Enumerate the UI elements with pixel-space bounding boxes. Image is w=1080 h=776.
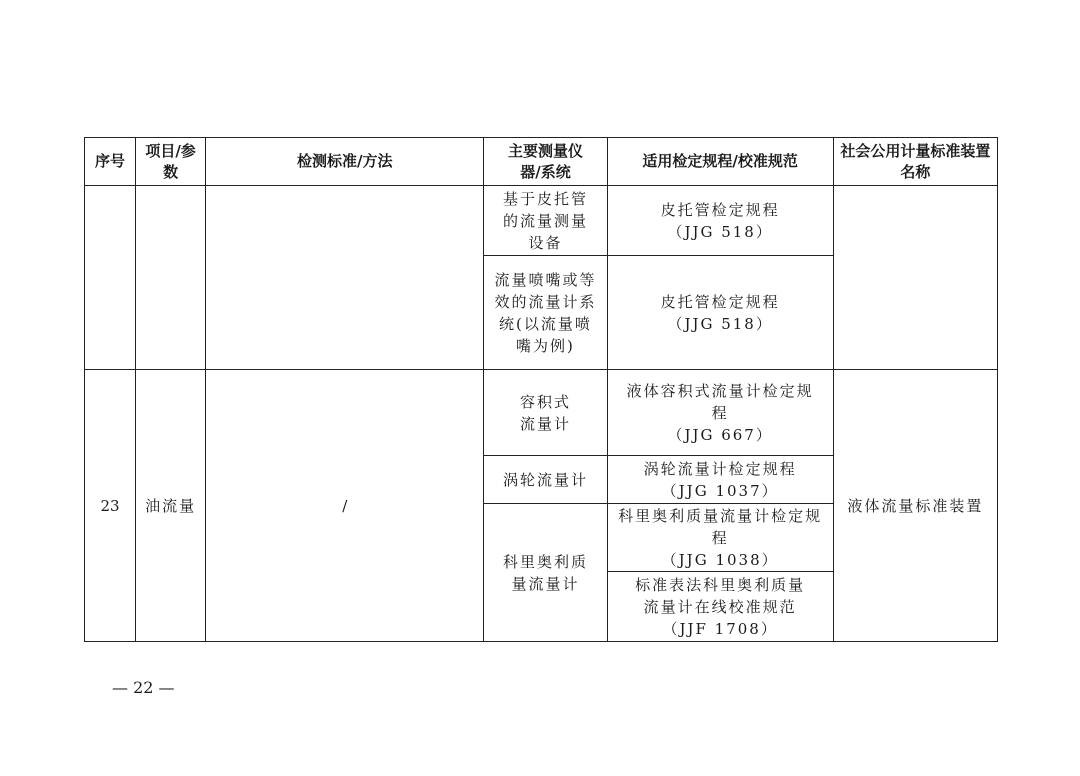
page-number: — 22 — — [112, 678, 175, 697]
regulation-name: 皮托管检定规程 — [660, 292, 780, 311]
regulation-name: 标准表法科里奥利质量流量计在线校准规范 — [635, 575, 806, 616]
regulation-name: 涡轮流量计检定规程 — [643, 459, 797, 478]
cell-item: 油流量 — [136, 370, 206, 642]
cell-empty-item — [136, 186, 206, 370]
regulation-code: （JJF 1708） — [662, 619, 778, 638]
cell-empty-standard — [206, 186, 484, 370]
regulation-code: （JJG 518） — [667, 222, 773, 241]
table-row — [85, 370, 998, 456]
regulation-code: （JJG 518） — [667, 314, 773, 333]
cell-instrument: 容积式流量计 — [484, 370, 607, 456]
cell-empty-device — [833, 186, 997, 370]
cell-instrument: 流量喷嘴或等效的流量计系统(以流量喷嘴为例) — [484, 256, 607, 370]
cell-instrument: 科里奥利质量流量计 — [484, 504, 607, 642]
table-row — [85, 186, 998, 256]
cell-regulation — [607, 456, 833, 504]
header-standard: 检测标准/方法 — [206, 138, 484, 186]
header-seq: 序号 — [85, 138, 136, 186]
cell-standard: / — [206, 370, 484, 642]
regulation-name: 科里奥利质量流量计检定规程 — [618, 506, 823, 547]
header-item: 项目/参数 — [136, 138, 206, 186]
cell-instrument: 基于皮托管的流量测量设备 — [484, 186, 607, 256]
cell-regulation — [607, 256, 833, 370]
cell-regulation — [607, 186, 833, 256]
header-device: 社会公用计量标准装置名称 — [833, 138, 997, 186]
header-instrument: 主要测量仪器/系统 — [484, 138, 607, 186]
regulation-name: 液体容积式流量计检定规程 — [626, 381, 814, 422]
cell-regulation — [607, 370, 833, 456]
regulation-code: （JJG 667） — [667, 425, 773, 444]
header-row — [85, 138, 998, 186]
regulation-name: 皮托管检定规程 — [660, 200, 780, 219]
header-regulation: 适用检定规程/校准规范 — [607, 138, 833, 186]
standards-table — [84, 137, 998, 642]
regulation-code: （JJG 1037） — [661, 481, 779, 500]
cell-regulation — [607, 572, 833, 642]
cell-device: 液体流量标准装置 — [833, 370, 997, 642]
regulation-code: （JJG 1038） — [661, 550, 779, 569]
cell-empty-seq — [85, 186, 136, 370]
cell-seq: 23 — [85, 370, 136, 642]
cell-regulation — [607, 504, 833, 572]
cell-instrument: 涡轮流量计 — [484, 456, 607, 504]
